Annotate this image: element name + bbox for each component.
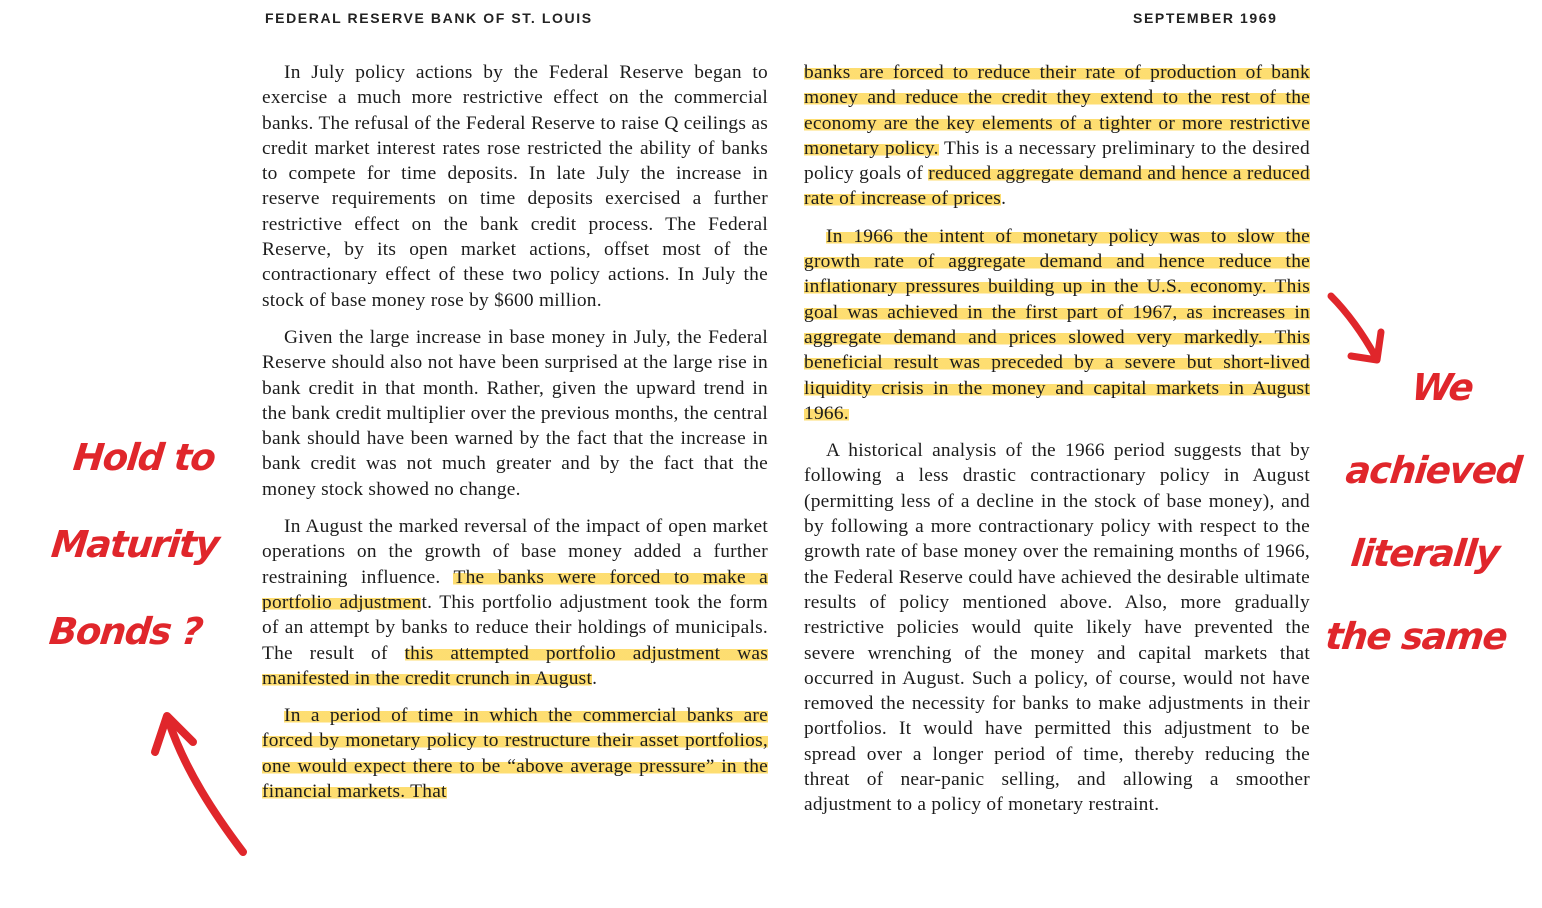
left-column [262, 60, 768, 816]
paragraph: Given the large increase in base money in July, the Federal Reserve should also not have been surprised at the large rise in bank credit in that month. Rather, given the upward trend in the bank credit multiplier over the previous months, the central bank should have been warned by the fact that the increase in bank credit was not much greater and by the fact that the money stock showed no change. [262, 326, 768, 500]
note-line: achieved [1343, 449, 1524, 492]
paragraph-text: This is a necessary preliminary to the desired policy goals of [804, 137, 1310, 185]
note-line: Hold to [71, 436, 217, 479]
publication-name: FEDERAL RESERVE BANK OF ST. LOUIS [265, 10, 593, 26]
publication-date: SEPTEMBER 1969 [1133, 10, 1278, 26]
arrow-up-left-icon [145, 700, 255, 860]
paragraph [804, 60, 1310, 212]
highlighted-text: In a period of time in which the commercial banks are forced by monetary policy to restructure their asset portfolios, one would expect there to be “above average pressure” in the financial markets. That [262, 705, 768, 803]
paragraph-text: . [1001, 188, 1007, 210]
highlighted-text: In 1966 the intent of monetary policy was to slow the growth rate of aggregate demand and hence reduce the inflationary pressures building up in the U.S. economy. This goal was achieved in the first part of 1967, as increases in aggregate demand and prices slowed very markedly. This beneficial result was preceded by a severe but short-lived liquidity crisis in the money and capital markets in August 1966. [804, 225, 1310, 424]
highlighted-text: The banks were forced to make a portfolio adjustmen [262, 566, 768, 613]
paragraph-text: t. This portfolio adjustment took the form of an attempt by banks to reduce their holdings of municipals. The result of [262, 591, 768, 664]
paragraph: In July policy actions by the Federal Reserve began to exercise a much more restrictive effect on the commercial banks. The refusal of the Federal Reserve to raise Q ceilings as credit market interest rates rose restricted the ability of banks to compete for time deposits. In late July the increase in reserve requirements on time deposits exercised a further restrictive effect on the bank credit process. The Federal Reserve, by its open market actions, offset most of the contractionary effect of these two policy actions. In July the stock of base money rose by $600 million. [262, 62, 768, 311]
highlighted-text: this attempted portfolio adjustment was manifested in the credit crunch in August [262, 642, 768, 689]
note-line: literally [1348, 532, 1501, 575]
paragraph-text: . [592, 667, 598, 689]
right-column [804, 60, 1310, 830]
paragraph: A historical analysis of the 1966 period suggests that by following a less drastic contractionary policy in August (permitting less of a decline in the stock of base money), and by following a more contractionary policy with respect to the growth rate of base money over the remaining months of 1966, the Federal Reserve could have achieved the desirable ultimate results of policy mentioned above. Also, more gradually restrictive policies would quite likely have prevented the severe wrenching of the money and capital markets that occurred in August. Such a policy, of course, would not have removed the necessity for banks to make adjustments in their portfolios. It would have permitted this adjustment to be spread over a longer period of time, thereby reducing the threat of near-panic selling, and allowing a smoother adjustment to a policy of monetary restraint. [804, 440, 1310, 816]
arrow-down-right-icon [1325, 290, 1395, 372]
note-line: Maturity [49, 523, 221, 566]
note-line: the same [1323, 615, 1509, 658]
highlighted-text: reduced aggregate demand and hence a reduced rate of increase of prices [804, 163, 1310, 210]
paragraph [262, 703, 768, 804]
note-line: We [1409, 366, 1475, 409]
paragraph-text: In August the marked reversal of the impact of open market operations on the growth of base money added a further restraining influence. [262, 516, 768, 588]
note-line: Bonds ? [47, 610, 205, 653]
handwritten-note-left [0, 436, 269, 697]
paragraph [804, 224, 1310, 426]
paragraph [262, 514, 768, 691]
handwritten-note-right [1301, 366, 1542, 698]
highlighted-text: banks are forced to reduce their rate of production of bank money and reduce the credit they extend to the rest of the economy are the key elements of a tighter or more restrictive monetary policy. [804, 62, 1310, 159]
